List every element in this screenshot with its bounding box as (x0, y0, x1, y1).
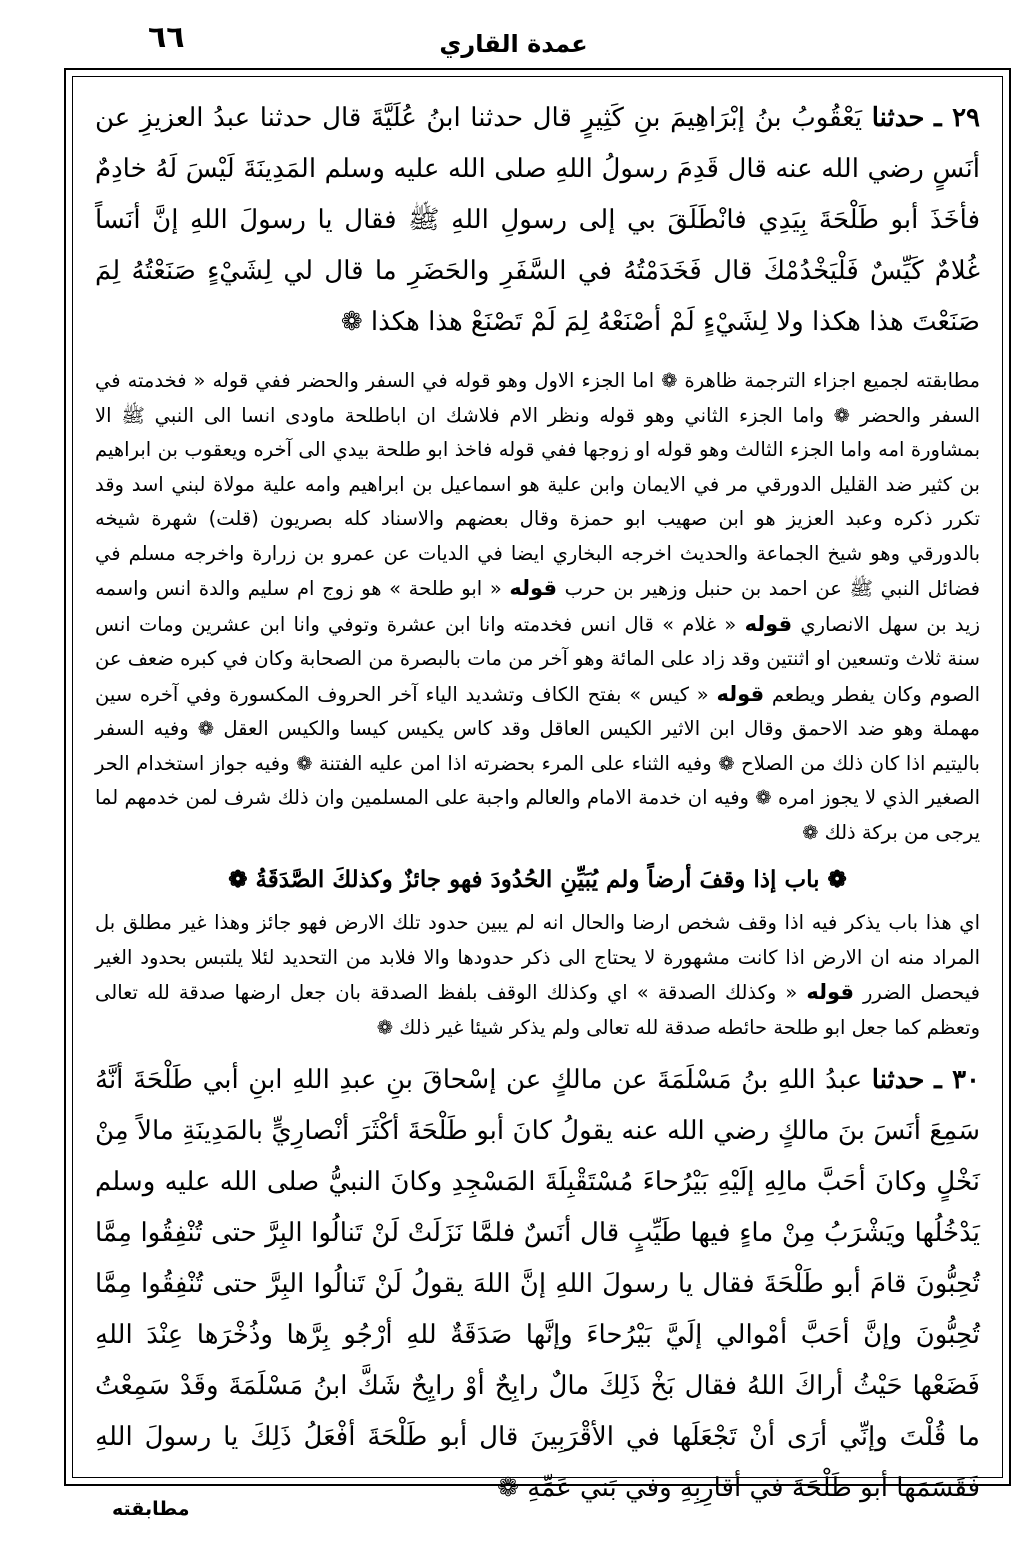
page-frame-inner (72, 76, 1003, 1503)
qawluhu-marker: قوله (509, 576, 557, 600)
haddathana-marker: حدثنا (871, 1065, 925, 1095)
page-number: ٦٦ (148, 20, 185, 55)
hadith-text: عبدُ اللهِ بنُ مَسْلَمَةَ عن مالكٍ عن إسْحاقَ بنِ عبدِ اللهِ ابنِ أبي طَلْحَةَ أنَّهُ سَمِعَ أنَسَ بنَ مالكٍ رضي الله عنه يقولُ كانَ أبو طَلْحَةَ أكْثَرَ أنْصارِيٍّ بالمَدِينَةِ مالاً مِنْ نَخْلٍ وكانَ أحَبَّ مالِهِ إلَيْهِ بَيْرُحاءَ مُسْتَقْبِلَةَ المَسْجِدِ وكانَ النبيُّ صلى الله عليه وسلم يَدْخُلُها ويَشْرَبُ مِنْ ماءٍ فيها طَيِّبٍ قال أنَسٌ فلمَّا نَزَلَتْ لَنْ تَنالُوا البِرَّ حتى تُنْفِقُوا مِمَّا تُحِبُّونَ قامَ أبو طَلْحَةَ فقال يا رسولَ اللهِ إنَّ اللهَ يقولُ لَنْ تَنالُوا البِرَّ حتى تُنْفِقُوا مِمَّا تُحِبُّونَ وإنَّ أحَبَّ أمْوالي إلَيَّ بَيْرُحاءَ وإنَّها صَدَقَةٌ للهِ أرْجُو بِرَّها وذُخْرَها عِنْدَ اللهِ فَضَعْها حَيْثُ أراكَ اللهُ فقال بَخْ ذَلِكَ مالٌ رابِحٌ أوْ رايِحٌ شَكَّ ابنُ مَسْلَمَةَ وقَدْ سَمِعْتُ ما قُلْتَ وإنِّي أرَى أنْ تَجْعَلَها في الأقْرَبِينَ قال أبو طَلْحَةَ أفْعَلُ ذَلِكَ يا رسولَ اللهِ فَقَسَمَها أبو طَلْحَةَ في أقارِبِهِ وفي بَني عَمِّهِ ❁ (95, 1065, 980, 1503)
running-title: عمدة القاري (439, 30, 588, 58)
catchword: مطابقته (112, 1498, 190, 1520)
commentary-text: اي هذا باب يذكر فيه اذا وقف شخص ارضا والحال انه لم يبين حدود تلك الارض فهو جائز وهذا غير مطلق بل المراد منه ان الارض اذا كانت مشهورة لا يحتاج الى ذكر حدودها والا فلابد من التحديد لئلا يلتبس بحدود الغير فيحصل الضرر (95, 911, 980, 1004)
commentary-29 (95, 364, 980, 850)
hadith-text: يَعْقُوبُ بنُ إبْرَاهِيمَ بنِ كَثِيرٍ قال حدثنا ابنُ عُلَيَّةَ قال حدثنا عبدُ العزيزِ عن أنَسٍ رضي الله عنه قال قَدِمَ رسولُ اللهِ صلى الله عليه وسلم المَدِينَةَ لَيْسَ لَهُ خادِمٌ فأخَذَ أبو طَلْحَةَ بِيَدِي فانْطَلَقَ بي إلى رسولِ اللهِ ﷺ فقال يا رسولَ اللهِ إنَّ أنَساً غُلامٌ كَيِّسٌ فَلْيَخْدُمْكَ قال فَخَدَمْتُهُ في السَّفَرِ والحَضَرِ ما قال لي لِشَيْءٍ صَنَعْتُهُ لِمَ صَنَعْتَ هذا هكذا ولا لِشَيْءٍ لَمْ أصْنَعْهُ لِمَ لَمْ تَصْنَعْ هذا هكذا ❁ (95, 103, 981, 337)
hadith-number: ٣٠ ـ (934, 1065, 980, 1095)
qawluhu-marker: قوله (744, 611, 793, 636)
commentary-text: مطابقته لجميع اجزاء الترجمة ظاهرة ❁ اما الجزء الاول وهو قوله في السفر والحضر ففي قوله « فخدمته في السفر والحضر ❁ واما الجزء الثاني وهو قوله ونظر الام فلاشك ان اباطلحة ماودى انسا الى النبي ﷺ الا بمشاورة امه واما الجزء الثالث وهو قوله او زوجها ففي قوله فاخذ ابو طلحة بيدي الى آخره ويعقوب بن ابراهيم بن كثير ضد القليل الدورقي مر في الايمان وابن علية هو اسماعيل بن ابراهيم وامه علية مولاة لبني اسد وقد تكرر ذكره وعبد العزيز هو ابن صهيب ابو حمزة وقال بعضهم والاسناد كله بصريون (قلت) شهرة شيخه بالدورقي وهو شيخ الجماعة والحديث اخرجه البخاري ايضا في الديات عن عمرو بن زرارة واخرجه مسلم في فضائل النبي ﷺ عن احمد بن حنبل وزهير بن حرب (95, 369, 980, 600)
commentary-text: « غلام » قال انس فخدمته وانا ابن عشرة وتوفي وانا ابن عشرين ومات انس سنة ثلاث وتسعين او اثنتين وقد زاد على المائة وهو آخر من مات بالبصرة من الصحابة وكان في كبره ضعف عن الصوم وكان يفطر ويطعم (95, 612, 980, 706)
hadith-29 (95, 93, 980, 348)
commentary-text: « وكذلك الصدقة » اي وكذلك الوقف بلفظ الصدقة بان جعل ارضها صدقة لله تعالى وتعظم كما جعل ابو طلحة حائطه صدقة لله تعالى ولم يذكر شيئا غير ذلك ❁ (95, 981, 980, 1039)
hadith-number: ٢٩ ـ (934, 103, 980, 133)
commentary-text: « ابو طلحة » هو زوج ام سليم والدة انس واسمه زيد بن سهل الانصاري (95, 577, 980, 636)
commentary-text: « كيس » بفتح الكاف وتشديد الياء آخر الحروف المكسورة وفي آخره سين مهملة وهو ضد الاحمق وقال ابن الاثير الكيس العاقل وقد كاس يكيس كيسا والكيس العقل ❁ وفيه السفر باليتيم اذا كان ذلك من الصلاح ❁ وفيه الثناء على المرء بحضرته اذا امن عليه الفتنة ❁ وفيه جواز استخدام الحر الصغير الذي لا يجوز امره ❁ وفيه ان خدمة الامام والعالم واجبة على المسلمين وان ذلك شرف لمن خدمهم لما يرجى من بركة ذلك ❁ (95, 682, 980, 844)
chapter-commentary (95, 906, 980, 1045)
haddathana-marker: حدثنا (871, 103, 925, 133)
qawluhu-marker: قوله (716, 681, 765, 706)
chapter-heading: ❁ باب إذا وقفَ أرضاً ولم يُبَيِّنِ الحُدُودَ فهو جائزٌ وكذلكَ الصَّدَقَةُ ❁ (228, 866, 847, 893)
hadith-30 (95, 1055, 980, 1514)
qawluhu-marker: قوله (806, 980, 854, 1004)
